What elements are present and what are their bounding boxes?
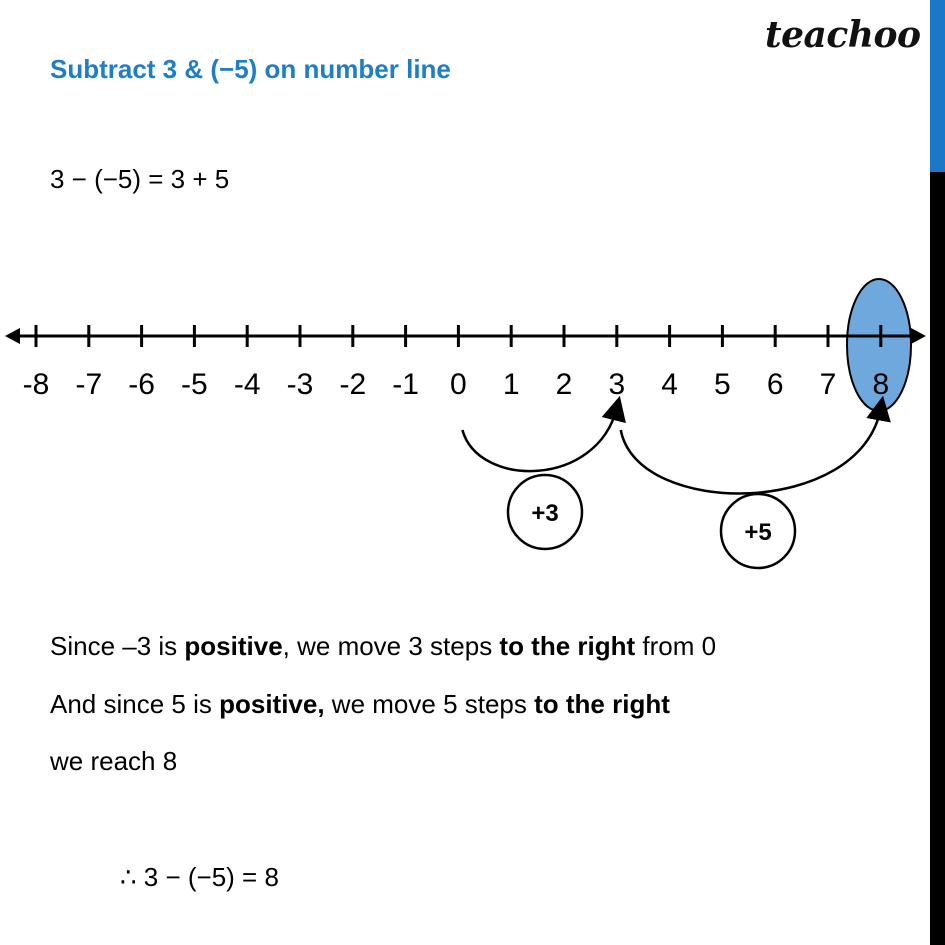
text-segment: Since –3 is <box>50 631 185 661</box>
tick-label-8: 8 <box>872 368 890 401</box>
explanation-line-2 <box>50 689 670 720</box>
page-title: Subtract 3 & (−5) on number line <box>50 54 451 84</box>
sidebar-accent <box>930 0 945 172</box>
tick-label-6: 6 <box>766 368 784 401</box>
tick-label-7: 7 <box>819 368 837 401</box>
bold-segment: positive, <box>219 689 325 719</box>
tick-label--8: -8 <box>22 368 50 401</box>
jump-badge-label: +3 <box>531 500 559 527</box>
text-segment: we move 5 steps <box>324 689 535 719</box>
jump-arc-3-to-8 <box>621 408 881 493</box>
text-segment: , we move 3 steps <box>282 631 500 661</box>
text-segment: And since 5 is <box>50 689 220 719</box>
conclusion: ∴ 3 − (−5) = 8 <box>120 862 279 892</box>
jump-arc-0-to-3 <box>462 408 616 471</box>
explanation-line-3: we reach 8 <box>50 746 178 776</box>
tick-label-1: 1 <box>502 368 520 401</box>
bold-segment: positive <box>184 631 283 661</box>
tick-label--5: -5 <box>181 368 208 401</box>
tick-label-5: 5 <box>714 368 731 401</box>
text-segment: from 0 <box>635 631 717 661</box>
tick-label--1: -1 <box>392 368 419 401</box>
tick-label--6: -6 <box>128 368 155 401</box>
bold-segment: to the right <box>499 631 636 661</box>
teachoo-logo: teachoo <box>765 14 921 56</box>
tick-label-0: 0 <box>450 368 467 401</box>
tick-label-3: 3 <box>608 368 626 401</box>
tick-label--7: -7 <box>75 368 103 401</box>
bold-segment: to the right <box>534 689 670 719</box>
left-arrow-icon <box>5 328 20 344</box>
tick-label-4: 4 <box>661 368 678 401</box>
right-arrow-icon <box>911 328 926 344</box>
tick-label--3: -3 <box>286 368 314 401</box>
tick-label-2: 2 <box>555 368 573 401</box>
jump-badge-label: +5 <box>744 519 772 546</box>
tick-label--4: -4 <box>233 368 261 401</box>
equation: 3 − (−5) = 3 + 5 <box>50 164 230 194</box>
tick-label--2: -2 <box>339 368 367 401</box>
explanation-line-1 <box>50 631 716 662</box>
